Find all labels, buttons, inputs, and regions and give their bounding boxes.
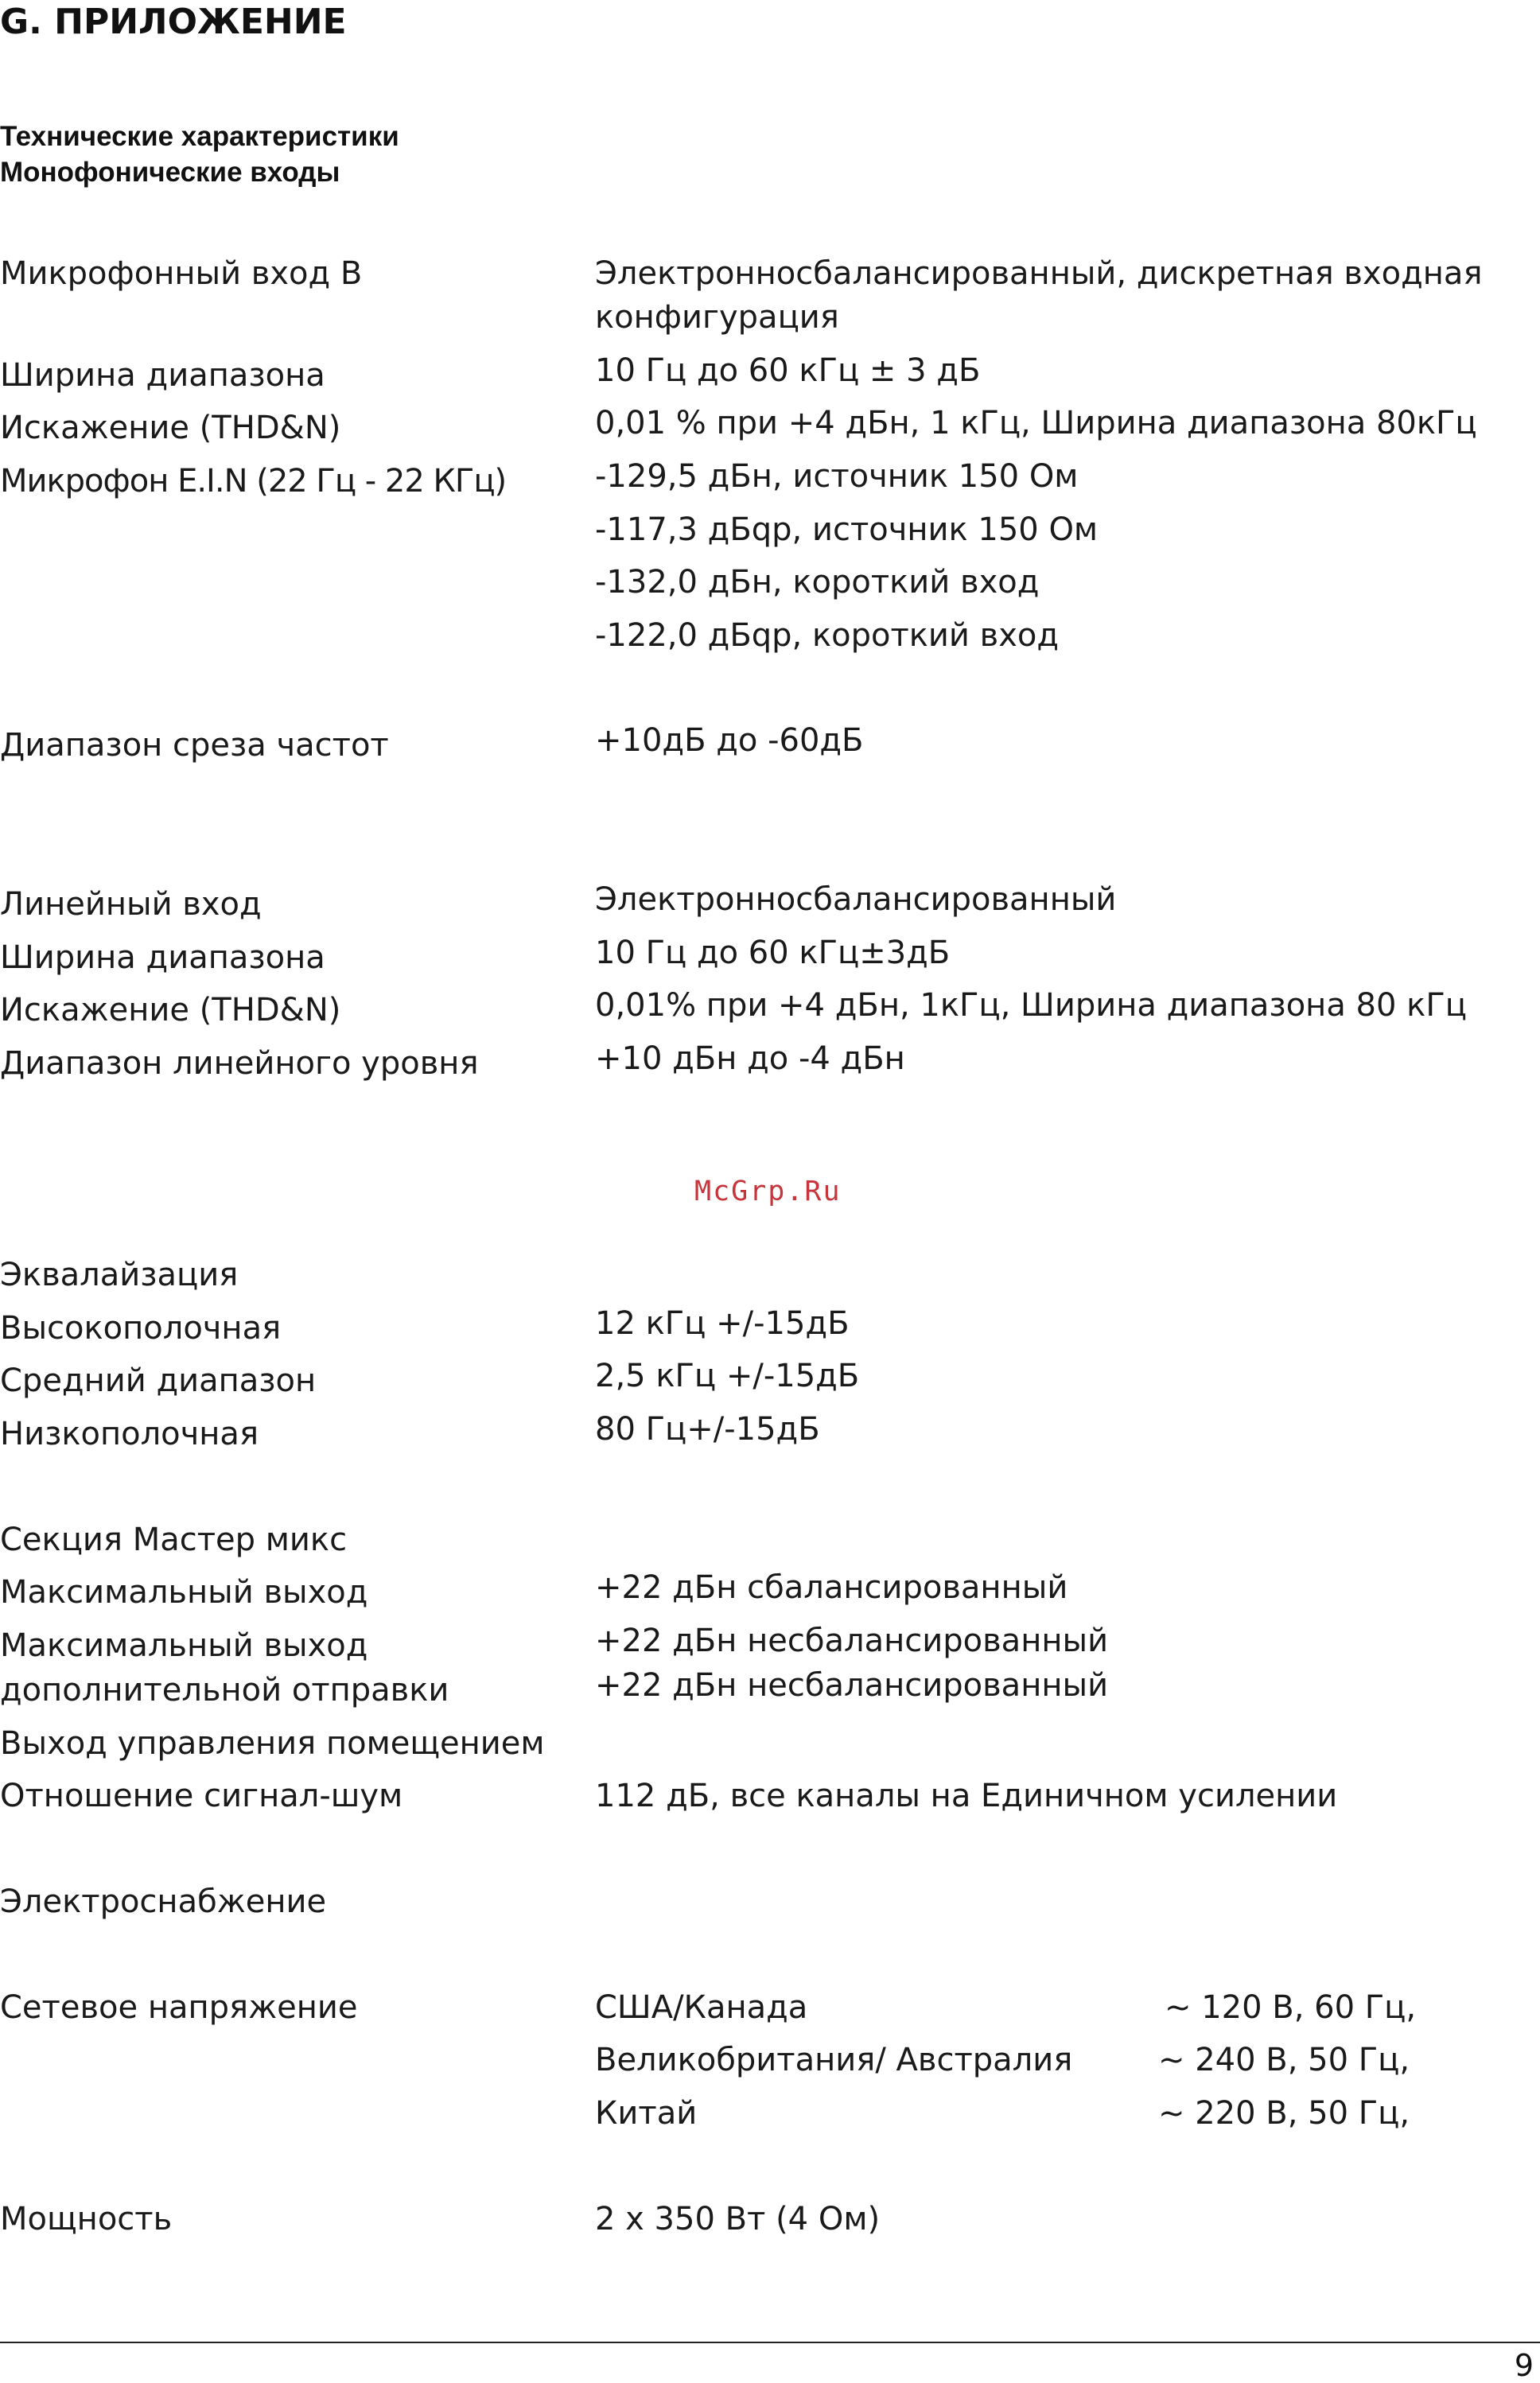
wattage-value: 2 х 350 Вт (4 Ом) [595, 2201, 881, 2237]
region-voltage: ~ 220 В, 50 Гц, [1158, 2095, 1410, 2132]
mic-input-value-line2: конфигурация [595, 299, 839, 336]
max-output-aux-value: +22 дБн несбалансированный [595, 1623, 1109, 1659]
eq-mid-label: Средний диапазон [0, 1363, 317, 1399]
line-input-label: Линейный вход [0, 886, 262, 923]
power-title: Электроснабжение [0, 1883, 327, 1920]
line-bandwidth-label: Ширина диапазона [0, 939, 325, 976]
eq-low-value: 80 Гц+/-15дБ [595, 1411, 820, 1448]
mic-input-label: Микрофонный вход B [0, 255, 363, 292]
eq-high-value: 12 кГц +/-15дБ [595, 1305, 850, 1342]
aux-send-value: +22 дБн несбалансированный [595, 1667, 1109, 1704]
max-output-aux-label-line1: Максимальный выход [0, 1627, 368, 1664]
footer-rule [0, 2342, 1540, 2343]
max-output-aux-label-line2: дополнительной отправки [0, 1672, 449, 1709]
max-output-label: Максимальный выход [0, 1574, 368, 1611]
control-room-label: Выход управления помещением [0, 1725, 545, 1762]
region-name: Великобритания/ Австралия [595, 2042, 1073, 2078]
page-number: 9 [1514, 2348, 1534, 2383]
line-level-range-value: +10 дБн до -4 дБн [595, 1040, 905, 1077]
mains-voltage-label: Сетевое напряжение [0, 1989, 358, 2026]
line-level-range-label: Диапазон линейного уровня [0, 1045, 479, 1082]
mic-distortion-label: Искажение (THD&N) [0, 410, 341, 446]
mic-input-value-line1: Электронносбалансированный, дискретная входная [595, 255, 1483, 292]
eq-low-label: Низкополочная [0, 1416, 259, 1452]
watermark: McGrp.Ru [694, 1176, 842, 1207]
line-input-value: Электронносбалансированный [595, 881, 1117, 918]
snr-value: 112 дБ, все каналы на Единичном усилении [595, 1778, 1338, 1814]
section-title: Технические характеристики [0, 121, 399, 152]
region-voltage: ~ 240 В, 50 Гц, [1158, 2042, 1410, 2078]
line-distortion-value: 0,01% при +4 дБн, 1кГц, Ширина диапазона 80 кГц [595, 987, 1467, 1024]
line-bandwidth-value: 10 Гц до 60 кГц±3дБ [595, 935, 951, 971]
master-title: Секция Мастер микс [0, 1522, 348, 1558]
region-voltage: ~ 120 В, 60 Гц, [1165, 1989, 1417, 2026]
snr-label: Отношение сигнал-шум [0, 1778, 403, 1814]
mic-ein-value: -132,0 дБн, короткий вход [595, 564, 1040, 601]
max-output-value: +22 дБн сбалансированный [595, 1569, 1068, 1606]
line-distortion-label: Искажение (THD&N) [0, 992, 341, 1028]
mic-ein-value: -117,3 дБqp, источник 150 Ом [595, 511, 1099, 548]
mic-bandwidth-label: Ширина диапазона [0, 357, 325, 394]
wattage-label: Мощность [0, 2201, 173, 2237]
cutoff-range-value: +10дБ до -60дБ [595, 722, 864, 759]
region-name: Китай [595, 2095, 698, 2132]
page-heading: G. ПРИЛОЖЕНИЕ [0, 2, 347, 42]
eq-mid-value: 2,5 кГц +/-15дБ [595, 1358, 860, 1394]
section-subtitle: Монофонические входы [0, 157, 340, 188]
mic-ein-value: -129,5 дБн, источник 150 Ом [595, 458, 1079, 495]
cutoff-range-label: Диапазон среза частот [0, 727, 389, 764]
eq-high-label: Высокополочная [0, 1310, 282, 1347]
mic-ein-label: Микрофон E.I.N (22 Гц - 22 КГц) [0, 463, 507, 500]
mic-distortion-value: 0,01 % при +4 дБн, 1 кГц, Ширина диапазона 80кГц [595, 405, 1477, 441]
eq-title: Эквалайзация [0, 1257, 239, 1293]
region-name: США/Канада [595, 1989, 808, 2026]
mic-bandwidth-value: 10 Гц до 60 кГц ± 3 дБ [595, 352, 981, 389]
mic-ein-value: -122,0 дБqp, короткий вход [595, 617, 1060, 654]
